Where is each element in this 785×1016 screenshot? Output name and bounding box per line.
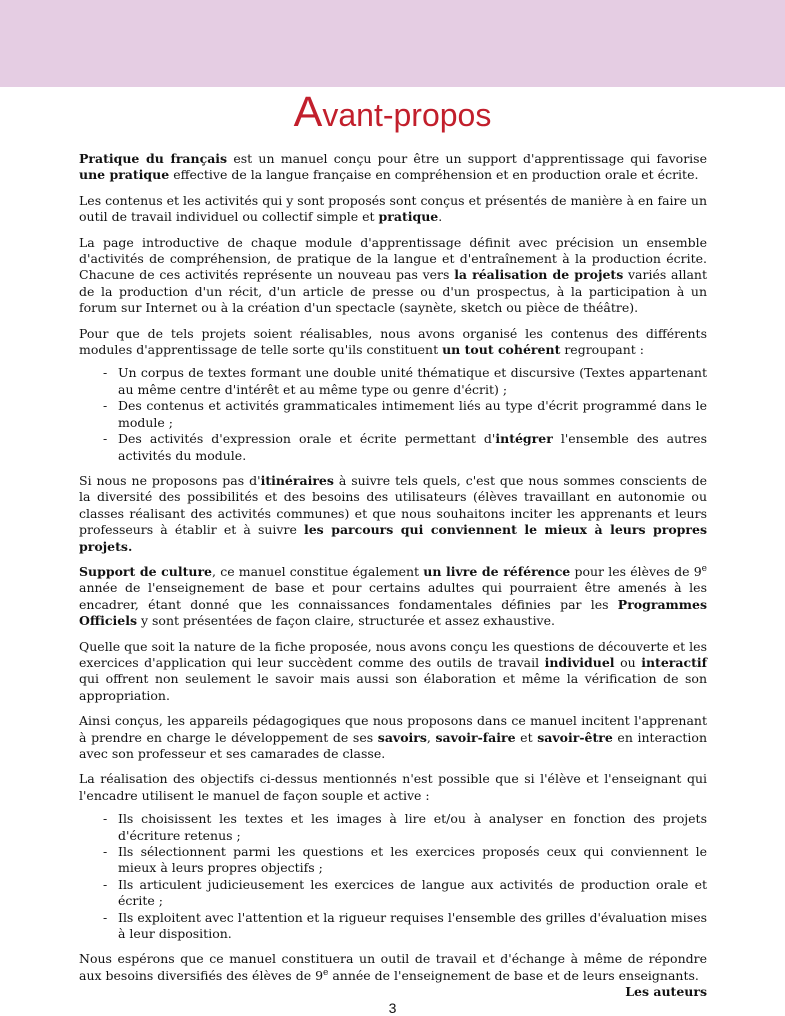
text: est un manuel conçu pour être un support d'apprentissage qui favorise	[227, 151, 707, 166]
text: Si nous ne proposons pas d'	[79, 472, 261, 488]
text: année de l'enseignement de base et de leurs enseignants.	[328, 967, 699, 983]
text: La page introductive de chaque module d'apprentissage définit avec précision un ensemble d'activités de compréhension, de pratique de la langue et d'entraînement à la production écrite. Chacune de ces activités représente un nouveau pas vers	[79, 234, 707, 283]
title-rest: vant-propos	[322, 97, 492, 133]
bullet-list-2	[79, 811, 707, 942]
bold-text: Programmes Officiels	[79, 596, 707, 629]
bold-text: interactif	[641, 654, 707, 670]
paragraph-7	[79, 639, 707, 705]
title-initial: A	[293, 88, 323, 136]
list-item	[103, 431, 707, 464]
text: Des activités d'expression orale et écrite permettant d'	[118, 431, 496, 447]
text: ou	[614, 654, 642, 670]
text: année de l'enseignement de base et pour certains adultes qui pourraient être amenés à les encadrer, étant donné que les connaissances fondamentales définies par les	[79, 580, 707, 612]
paragraph-3	[79, 235, 707, 317]
list-item: - Ils choisissent les textes et les images à lire et/ou à analyser en fonction des projets d'écriture retenus ;	[103, 811, 707, 844]
bold-text: une pratique	[79, 167, 170, 183]
bold-text: les parcours qui conviennent le mieux à leurs propres projets.	[79, 522, 707, 554]
bold-text: Support de culture	[79, 563, 213, 579]
paragraph-1	[79, 151, 707, 184]
list-item: - Des contenus et activités grammaticales intimement liés au type d'écrit programmé dans le module ;	[103, 398, 707, 431]
list-item: - Ils articulent judicieusement les exercices de langue aux activités de production orale et écrite ;	[103, 877, 707, 910]
body-text	[79, 151, 707, 1001]
header-band	[0, 0, 785, 87]
text: regroupant :	[560, 342, 644, 358]
superscript: e	[701, 563, 707, 574]
text: Pour que de tels projets soient réalisables, nous avons organisé les contenus des différents modules d'apprentissage de telle sorte qu'ils constituent	[79, 325, 707, 358]
bold-text: un livre de référence	[423, 563, 571, 579]
paragraph-4	[79, 326, 707, 359]
text: en interaction avec son professeur et ses camarades de classe.	[79, 729, 707, 761]
paragraph-2	[79, 193, 707, 226]
text: Quelle que soit la nature de la fiche proposée, nous avons conçu les questions de découverte et les exercices d'application qui leur succèdent comme des outils de travail	[79, 638, 707, 670]
superscript: e	[323, 967, 329, 978]
signature: Les auteurs	[625, 984, 707, 1000]
paragraph-10	[79, 951, 707, 984]
bold-text: individuel	[544, 654, 615, 670]
bold-text: itinéraires	[260, 472, 334, 488]
list-item: - Ils exploitent avec l'attention et la rigueur requises l'ensemble des grilles d'évaluation mises à leur disposition.	[103, 910, 707, 943]
text: Les contenus et les activités qui y sont proposés sont conçus et présentés de manière à en faire un outil de travail individuel ou collectif simple et	[79, 192, 707, 225]
list-item: - Ils sélectionnent parmi les questions et les exercices proposés ceux qui conviennent le mieux à leurs propres objectifs ;	[103, 844, 707, 877]
paragraph-6	[79, 564, 707, 630]
bold-text: savoir-être	[537, 729, 613, 745]
page-number: 3	[388, 1000, 397, 1016]
bold-text: savoir-faire	[435, 729, 516, 745]
text: , ce manuel constitue également	[212, 563, 424, 579]
text: Nous espérons que ce manuel constituera un outil de travail et d'échange à même de répondre aux besoins diversifiés des élèves de 9	[79, 951, 707, 983]
bullet-list-1	[79, 365, 707, 463]
bold-text: savoirs	[377, 729, 427, 745]
bold-text: intégrer	[495, 431, 553, 447]
text: et	[515, 729, 538, 745]
text: Ainsi conçus, les appareils pédagogiques que nous proposons dans ce manuel incitent l'apprenant à prendre en charge le développement de ses	[79, 713, 707, 745]
bold-text: la réalisation de projets	[454, 267, 624, 283]
bold-text: un tout cohérent	[442, 342, 561, 358]
text: à suivre tels quels, c'est que nous sommes conscients de la diversité des possibilités et des besoins des utilisateurs (élèves travaillant en autonomie ou classes réalisant des activités communes) et que nous souhaitons inciter les apprenants et leurs professeurs à établir et à suivre	[79, 472, 707, 538]
list-item: - Un corpus de textes formant une double unité thématique et discursive (Textes appartenant au même centre d'intérêt et au même type ou genre d'écrit) ;	[103, 365, 707, 398]
text: .	[438, 209, 443, 225]
paragraph-8	[79, 713, 707, 762]
paragraph-5	[79, 473, 707, 555]
text: l'ensemble des autres activités du module.	[118, 431, 707, 463]
paragraph-9	[79, 771, 707, 804]
bold-text: Pratique du français	[79, 151, 228, 166]
text: y sont présentées de façon claire, structurée et assez exhaustive.	[137, 613, 555, 629]
bold-text: pratique	[378, 209, 439, 225]
text: ,	[426, 729, 436, 745]
text: pour les élèves de 9	[570, 563, 702, 579]
page-title	[0, 88, 785, 136]
text: La réalisation des objectifs ci-dessus mentionnés n'est possible que si l'élève et l'enseignant qui l'encadre utilisent le manuel de façon souple et active :	[79, 771, 707, 803]
text: variés allant de la production d'un récit, d'un article de presse ou d'un prospectus, à la participation à un forum sur Internet ou à la création d'un spectacle (saynète, sketch ou pièce de théâtre).	[79, 267, 707, 316]
text: effective de la langue française en compréhension et en production orale et écrite.	[169, 167, 699, 183]
text: qui offrent non seulement le savoir mais aussi son élaboration et même la vérification de son appropriation.	[79, 671, 707, 703]
